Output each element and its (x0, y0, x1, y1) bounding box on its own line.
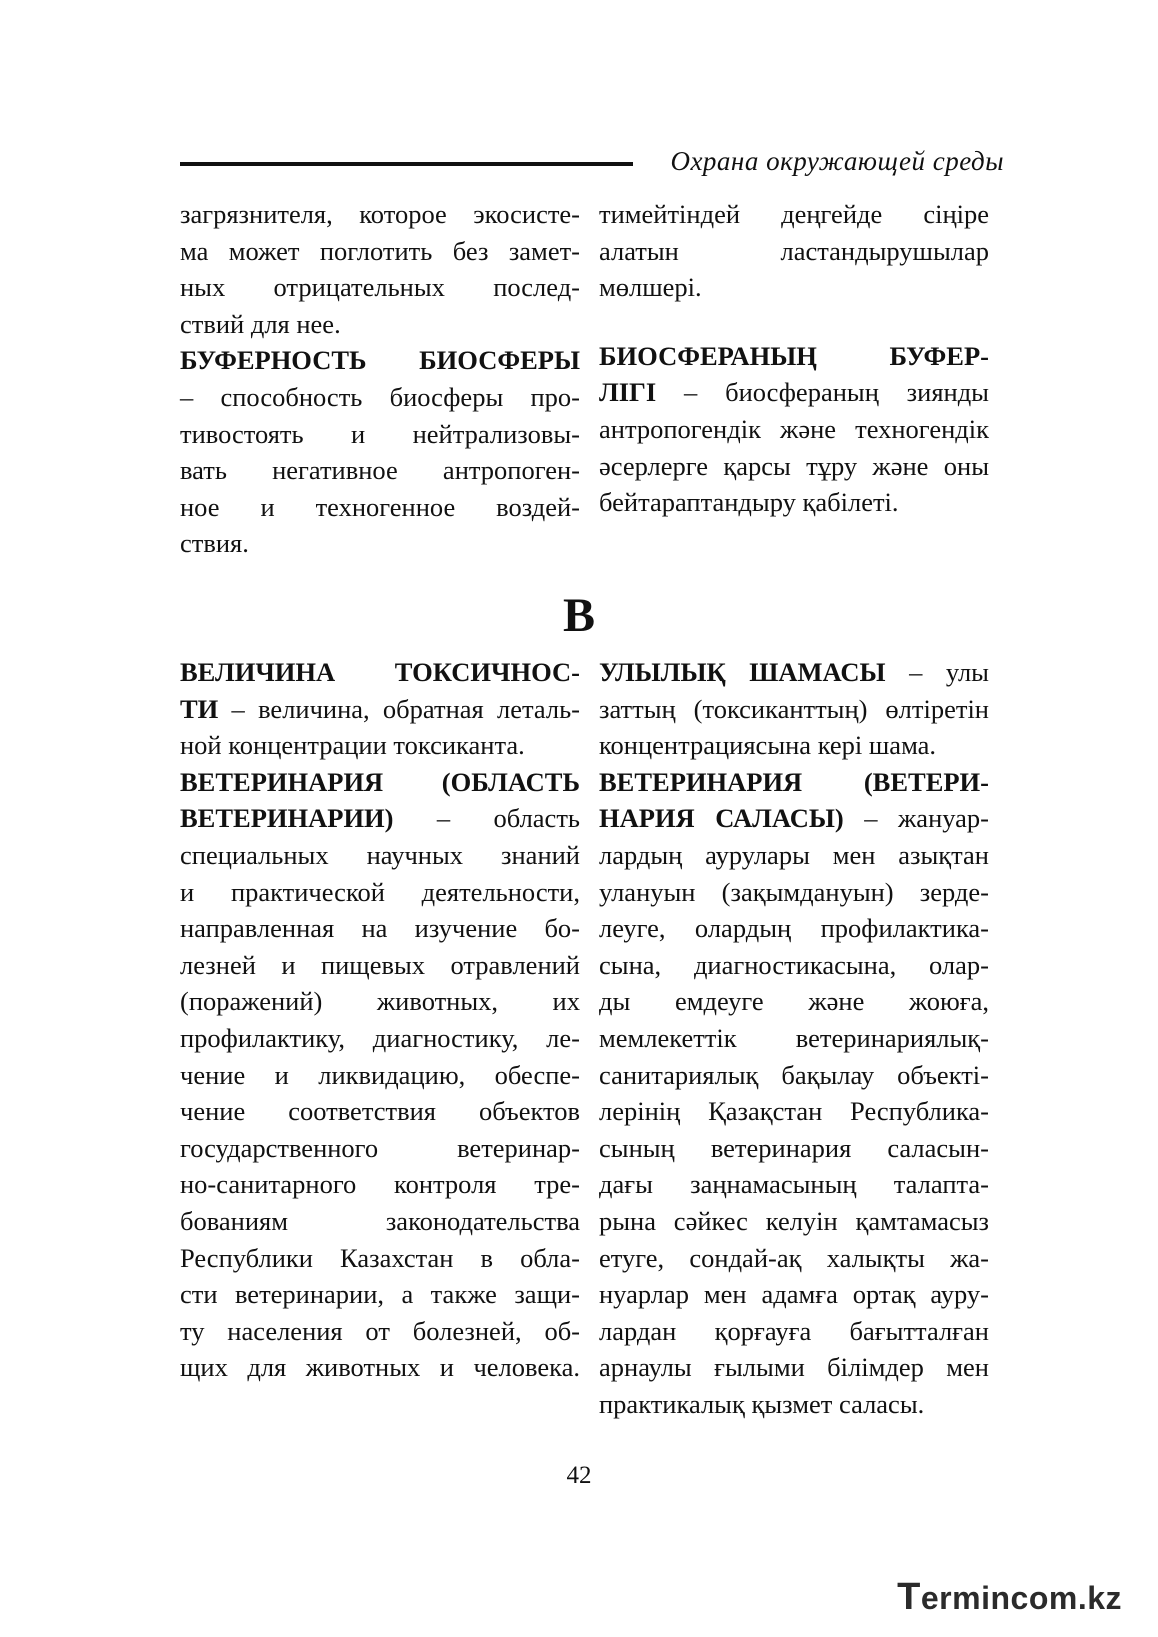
definition-line: НАРИЯ САЛАСЫ) – жануар- (599, 803, 989, 834)
continued-paragraph (599, 196, 989, 306)
definition-line: ды емдеуге және жоюға, (599, 986, 989, 1017)
definition-line: мемлекеттік ветеринариялық- (599, 1022, 989, 1053)
definition-line: направленная на изучение бо- (180, 913, 580, 944)
definition-line: сының ветеринария саласын- (599, 1132, 989, 1163)
definition-line: чение соответствия объектов (180, 1096, 580, 1127)
definition-line: лардан қорғауға бағытталған (599, 1315, 989, 1346)
term-heading: БУФЕРНОСТЬ БИОСФЕРЫ (180, 345, 580, 376)
continued-paragraph (180, 196, 580, 342)
term-entry (599, 764, 989, 1423)
definition-line: рына сәйкес келуiн қамтамасыз (599, 1205, 989, 1236)
bottom-left-column (180, 654, 580, 1386)
definition-line: но-санитарного контроля тре- (180, 1169, 580, 1200)
definition-line: санитариялық бақылау объектi- (599, 1059, 989, 1090)
definition-line: ное и техногенное воздей- (180, 491, 580, 522)
definition-line: профилактику, диагностику, ле- (180, 1022, 580, 1053)
definition-line: ЛІГІ – биосфераның зиянды (599, 377, 989, 408)
text-line: алатын ластандырушылар (599, 235, 989, 266)
definition-line: – способность биосферы про- (180, 381, 580, 412)
term-heading: БИОСФЕРАНЫҢ БУФЕР- (599, 340, 989, 371)
top-left-column (180, 196, 580, 562)
top-right-column (599, 196, 989, 521)
term-entry (180, 342, 580, 562)
section-letter: В (562, 589, 595, 642)
definition-line: щих для животных и человека. (180, 1352, 580, 1383)
term-heading: ВЕТЕРИНАРИЯ (ОБЛАСТЬ (180, 766, 580, 797)
definition-line: ствия. (180, 528, 249, 559)
term-heading: ВЕТЕРИНАРИЯ (ВЕТЕРИ- (599, 766, 989, 797)
definition-line: бованиям законодательства (180, 1205, 580, 1236)
text-line: ствий для нее. (180, 308, 341, 339)
text-line: мөлшері. (599, 272, 702, 303)
definition-line: лардың аурулары мен азықтан (599, 839, 989, 870)
term-entry (180, 764, 580, 1386)
term-entry (180, 654, 580, 764)
definition-line: етуге, сондай-ақ халықты жа- (599, 1242, 989, 1273)
term-entry (599, 654, 989, 764)
definition-line: тивостоять и нейтрализовы- (180, 418, 580, 449)
definition-line: сына, диагностикасына, олар- (599, 949, 989, 980)
text-line: тимейтіндей деңгейде сіңіре (599, 199, 989, 229)
bottom-right-column (599, 654, 989, 1422)
running-header-title: Охрана окружающей среды (670, 146, 1004, 176)
definition-line: заттың (токсиканттың) өлтіретін (599, 693, 989, 724)
definition-line: лерiнiң Қазақстан Республика- (599, 1096, 989, 1127)
definition-line: (поражений) животных, их (180, 986, 580, 1017)
definition-line: специальных научных знаний (180, 839, 580, 870)
definition-line: арнаулы ғылыми бiлiмдер мен (599, 1352, 989, 1383)
definition-line: вать негативное антропоген- (180, 455, 580, 486)
termincom-logo: Termincom.kz (897, 1576, 1122, 1618)
definition-line: чение и ликвидацию, обеспе- (180, 1059, 580, 1090)
text-line: загрязнителя, которое экосисте- (180, 199, 580, 229)
definition-line: лезней и пищевых отравлений (180, 949, 580, 980)
definition-line: Республики Казахстан в обла- (180, 1242, 580, 1273)
definition-line: әсерлерге қарсы тұру және оны (599, 450, 989, 481)
definition-line: и практической деятельности, (180, 876, 580, 907)
definition-line: сти ветеринарии, а также защи- (180, 1279, 580, 1310)
term-heading: УЛЫЛЫҚ ШАМАСЫ – улы (599, 657, 989, 687)
definition-line: практикалық қызмет саласы. (599, 1388, 925, 1419)
definition-line: ТИ – величина, обратная леталь- (180, 693, 580, 724)
definition-line: ной концентрации токсиканта. (180, 730, 525, 761)
text-line: ных отрицательных послед- (180, 272, 580, 303)
term-entry (599, 338, 989, 521)
term-heading: ВЕЛИЧИНА ТОКСИЧНОС- (180, 657, 580, 687)
definition-line: бейтараптандыру қабілеті. (599, 487, 899, 518)
definition-line: государственного ветеринар- (180, 1132, 580, 1163)
definition-line: дағы заңнамасының талапта- (599, 1169, 989, 1200)
page-number: 42 (566, 1462, 592, 1489)
definition-line: ВЕТЕРИНАРИИ) – область (180, 803, 580, 834)
definition-line: антропогендік және техногендік (599, 413, 989, 444)
definition-line: ту населения от болезней, об- (180, 1315, 580, 1346)
text-line: ма может поглотить без замет- (180, 235, 580, 266)
header-rule (180, 162, 633, 166)
definition-line: нуарлар мен адамға ортақ ауру- (599, 1279, 989, 1310)
definition-line: улануын (зақымдануын) зерде- (599, 876, 989, 907)
definition-line: леуге, олардың профилактика- (599, 913, 989, 944)
definition-line: концентрациясына кері шама. (599, 730, 937, 761)
